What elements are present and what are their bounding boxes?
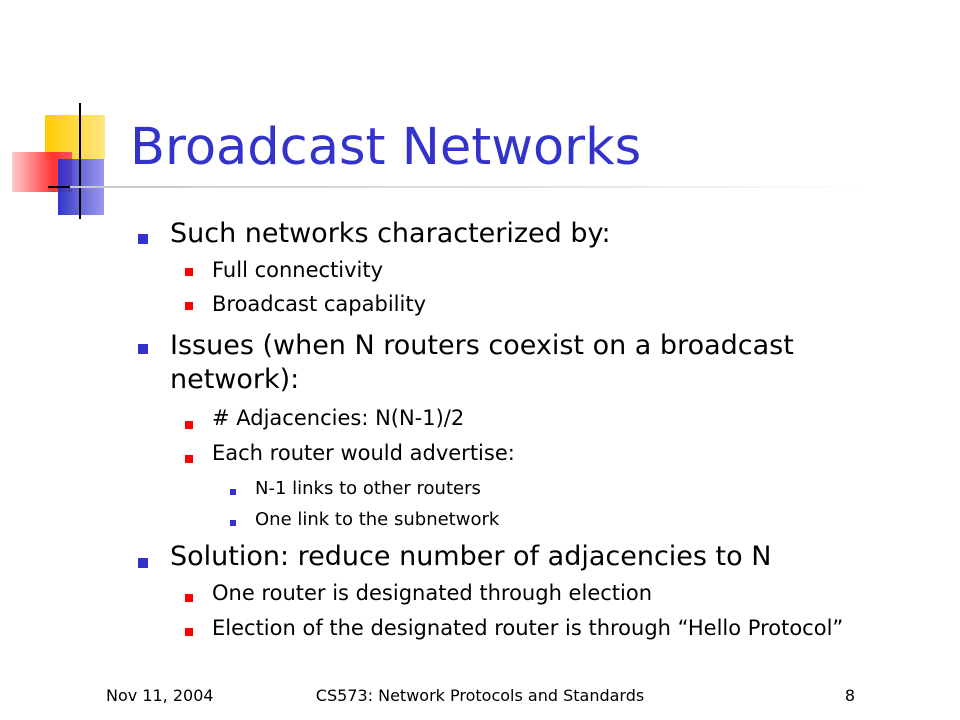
bullet-text: # Adjacencies: N(N-1)/2 bbox=[212, 406, 465, 430]
bullet-text: Each router would advertise: bbox=[212, 441, 515, 465]
bullet-square-icon bbox=[185, 268, 193, 276]
bullet-text: Broadcast capability bbox=[212, 292, 426, 316]
page-number: 8 bbox=[844, 686, 855, 705]
bullet-text: Issues (when N routers coexist on a broadcast bbox=[170, 330, 794, 361]
bullet-text: One link to the subnetwork bbox=[255, 509, 500, 530]
bullet-square-icon bbox=[138, 234, 148, 244]
bullet-square-icon bbox=[185, 628, 193, 636]
footer-date: Nov 11, 2004 bbox=[106, 686, 214, 705]
bullet-square-icon bbox=[185, 302, 193, 310]
bullet-square-icon bbox=[230, 520, 236, 526]
bullet-square-icon bbox=[185, 421, 193, 429]
bullet-square-icon bbox=[138, 558, 148, 568]
bullet-square-icon bbox=[185, 455, 193, 463]
bullet-square-icon bbox=[138, 344, 148, 354]
bullet-square-icon bbox=[230, 489, 236, 495]
bullet-text-continuation: network): bbox=[170, 364, 300, 395]
bullet-square-icon bbox=[185, 594, 193, 602]
bullet-text: Full connectivity bbox=[212, 258, 384, 282]
bullet-text: N-1 links to other routers bbox=[255, 478, 481, 499]
bullet-text: Solution: reduce number of adjacencies to N bbox=[170, 541, 772, 572]
footer-course: CS573: Network Protocols and Standards bbox=[315, 686, 645, 705]
bullet-text: One router is designated through election bbox=[212, 581, 653, 605]
bullet-text: Such networks characterized by: bbox=[170, 218, 611, 249]
slide-title: Broadcast Networks bbox=[130, 118, 642, 177]
bullet-text: Election of the designated router is through “Hello Protocol” bbox=[212, 616, 844, 640]
